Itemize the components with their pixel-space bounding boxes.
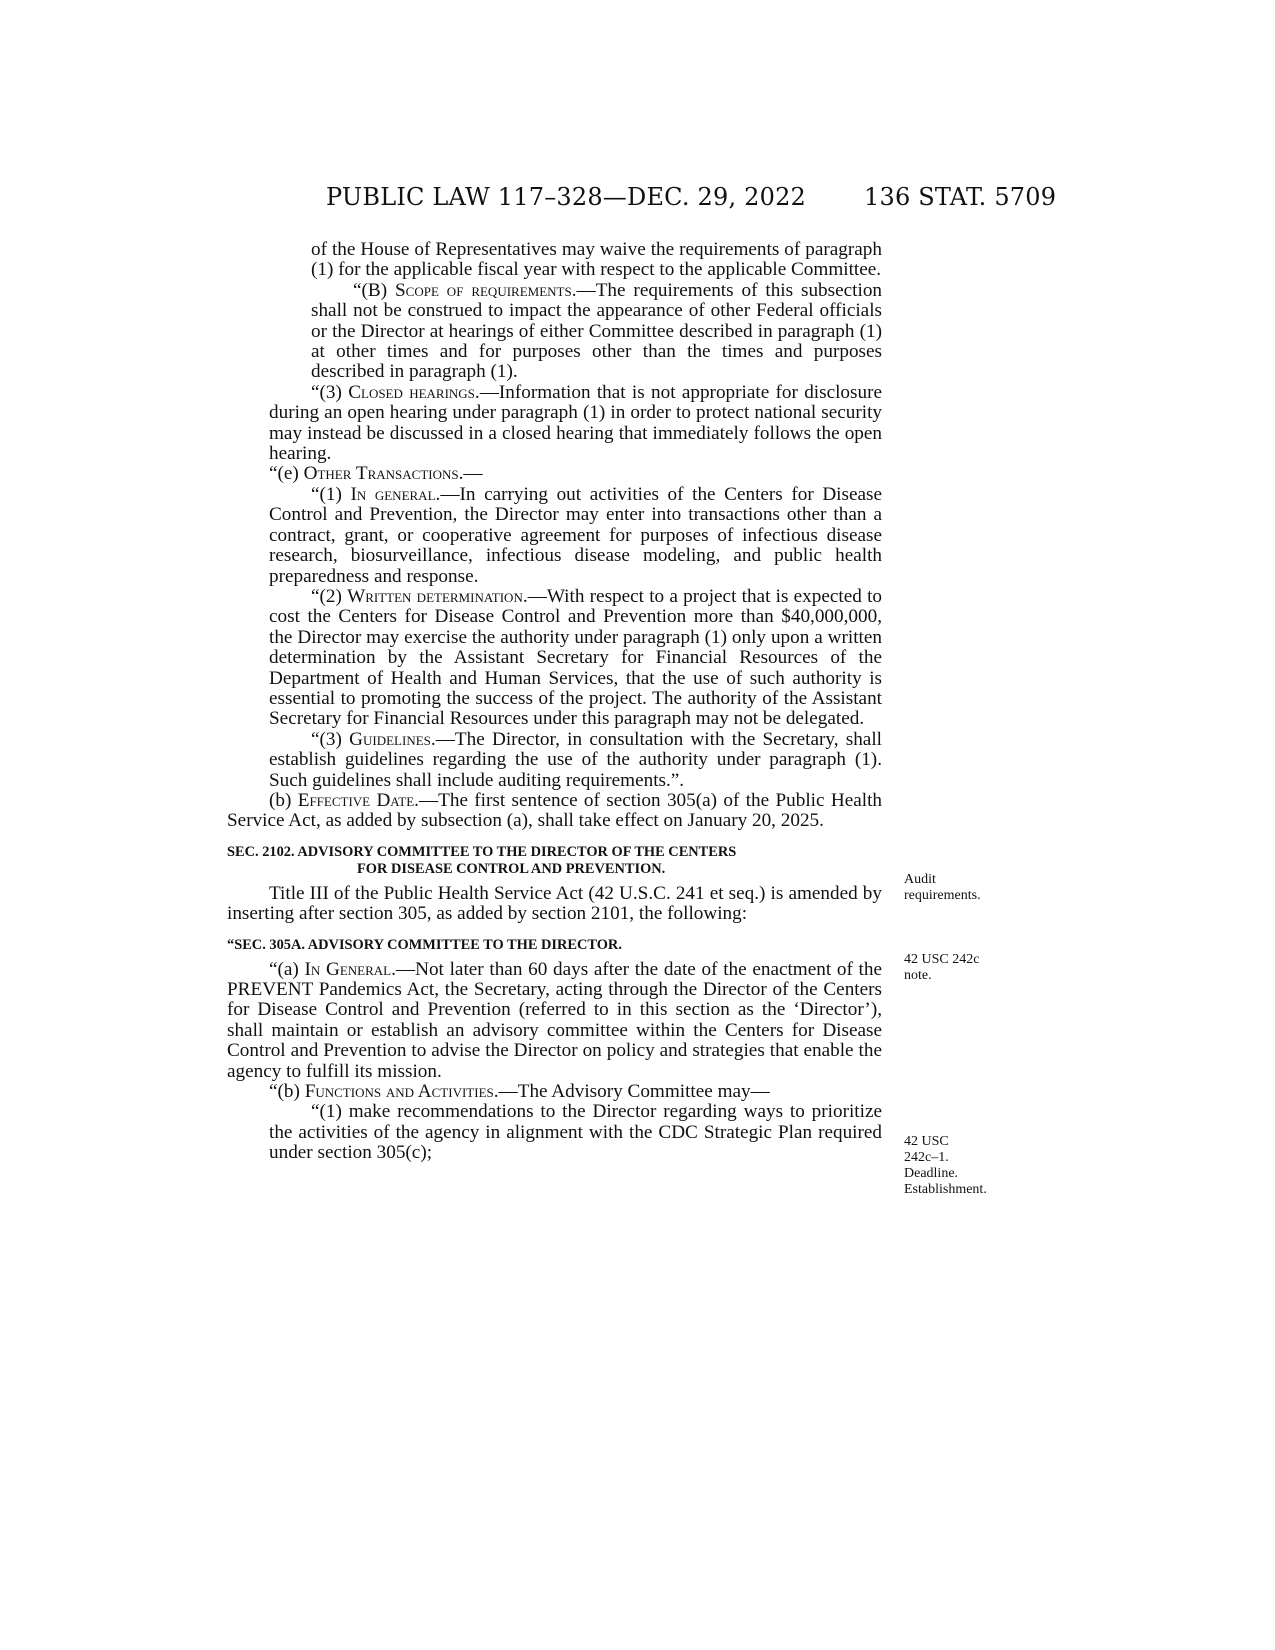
paragraph-block bbox=[227, 1102, 882, 1163]
heading-functions-and-activities: Functions and Activities bbox=[304, 1081, 494, 1103]
paragraph-scope-of-requirements: “(B) Scope of requirements.—The requirements of this subsection shall not be construed to impact the appearance of other Federal officials or the Director at hearings of either Committee described in paragraph (1) at other times and for purposes other than the times and purposes described in paragraph (1). bbox=[311, 279, 883, 383]
paragraph-recommendations: “(1) make recommendations to the Director regarding ways to prioritize the activities of the agency in alignment with the CDC Strategic Plan required under section 305(c); bbox=[269, 1101, 882, 1164]
heading-effective-date: Effective Date bbox=[297, 789, 415, 811]
heading-in-general: In general bbox=[350, 483, 436, 505]
paragraph-in-general: “(1) In general.—In carrying out activities of the Centers for Disease Control and Prevention, the Director may enter into transactions other than a contract, grant, or cooperative agreement for purposes of infectious disease research, biosurveillance, infectious disease modeling, and public health preparedness and response. bbox=[269, 483, 882, 587]
running-header-page-number: 136 STAT. 5709 bbox=[864, 183, 1057, 211]
heading-305a-in-general: In General bbox=[304, 958, 392, 980]
paragraph-305a-in-general: “(a) In General.—Not later than 60 days after the date of the enactment of the PREVENT Pandemics Act, the Secretary, acting through the Director of the Centers for Disease Control and Prevention (referred to in this section as the ‘Director’), shall maintain or establish an advisory committee within the Centers for Disease Control and Prevention to advise the Director on policy and strategies that enable the agency to fulfill its mission. bbox=[227, 958, 882, 1082]
paragraph-effective-date: (b) Effective Date.—The first sentence of section 305(a) of the Public Health Service Act, as added by subsection (a), shall take effect on January 20, 2025. bbox=[227, 789, 882, 832]
heading-closed-hearings: Closed hearings bbox=[348, 381, 475, 403]
subsection-other-transactions: “(e) Other Transactions.— bbox=[269, 463, 483, 485]
paragraph-block bbox=[227, 383, 882, 465]
heading-other-transactions: Other Transactions bbox=[303, 463, 459, 485]
heading-guidelines: Guidelines bbox=[349, 728, 431, 750]
paragraph-guidelines: “(3) Guidelines.—The Director, in consultation with the Secretary, shall establish guidelines regarding the use of the authority under paragraph (1). Such guidelines shall include auditing requirements.”. bbox=[269, 728, 882, 791]
document-body bbox=[227, 240, 882, 1164]
running-header-title: PUBLIC LAW 117–328—DEC. 29, 2022 bbox=[326, 183, 807, 211]
margin-note-usc-deadline: 42 USC 242c–1. Deadline. Establishment. bbox=[904, 1134, 987, 1197]
paragraph-closed-hearings: “(3) Closed hearings.—Information that is not appropriate for disclosure during an open hearing under paragraph (1) in order to protect national security may instead be discussed in a closed hearing that immediately follows the open hearing. bbox=[269, 381, 882, 465]
margin-note-usc-note: 42 USC 242c note. bbox=[904, 952, 980, 983]
paragraph-functions-and-activities: “(b) Functions and Activities.—The Advisory Committee may— bbox=[269, 1081, 770, 1103]
paragraph-title-iii-amendment: Title III of the Public Health Service Act (42 U.S.C. 241 et seq.) is amended by inserting after section 305, as added by section 2101, the following: bbox=[227, 882, 882, 925]
heading-written-determination: Written determination bbox=[347, 585, 523, 607]
section-heading-2102: SEC. 2102. ADVISORY COMMITTEE TO THE DIRECTOR OF THE CENTERS FOR DISEASE CONTROL AND PREVENTION. bbox=[227, 843, 737, 877]
paragraph-block bbox=[227, 240, 882, 383]
section-heading-305a: “SEC. 305A. ADVISORY COMMITTEE TO THE DIRECTOR. bbox=[227, 936, 622, 953]
heading-scope-of-requirements: Scope of requirements bbox=[395, 279, 572, 301]
paragraph-block bbox=[227, 485, 882, 791]
margin-note-audit: Audit requirements. bbox=[904, 872, 981, 903]
paragraph-continuation: of the House of Representatives may waive the requirements of paragraph (1) for the applicable fiscal year with respect to the applicable Committee. bbox=[311, 239, 882, 281]
paragraph-written-determination: “(2) Written determination.—With respect to a project that is expected to cost the Centers for Disease Control and Prevention more than $40,000,000, the Director may exercise the authority under paragraph (1) only upon a written determination by the Assistant Secretary for Financial Resources of the Department of Health and Human Services, that the use of such authority is essential to promoting the success of the project. The authority of the Assistant Secretary for Financial Resources under this paragraph may not be delegated. bbox=[269, 585, 883, 730]
